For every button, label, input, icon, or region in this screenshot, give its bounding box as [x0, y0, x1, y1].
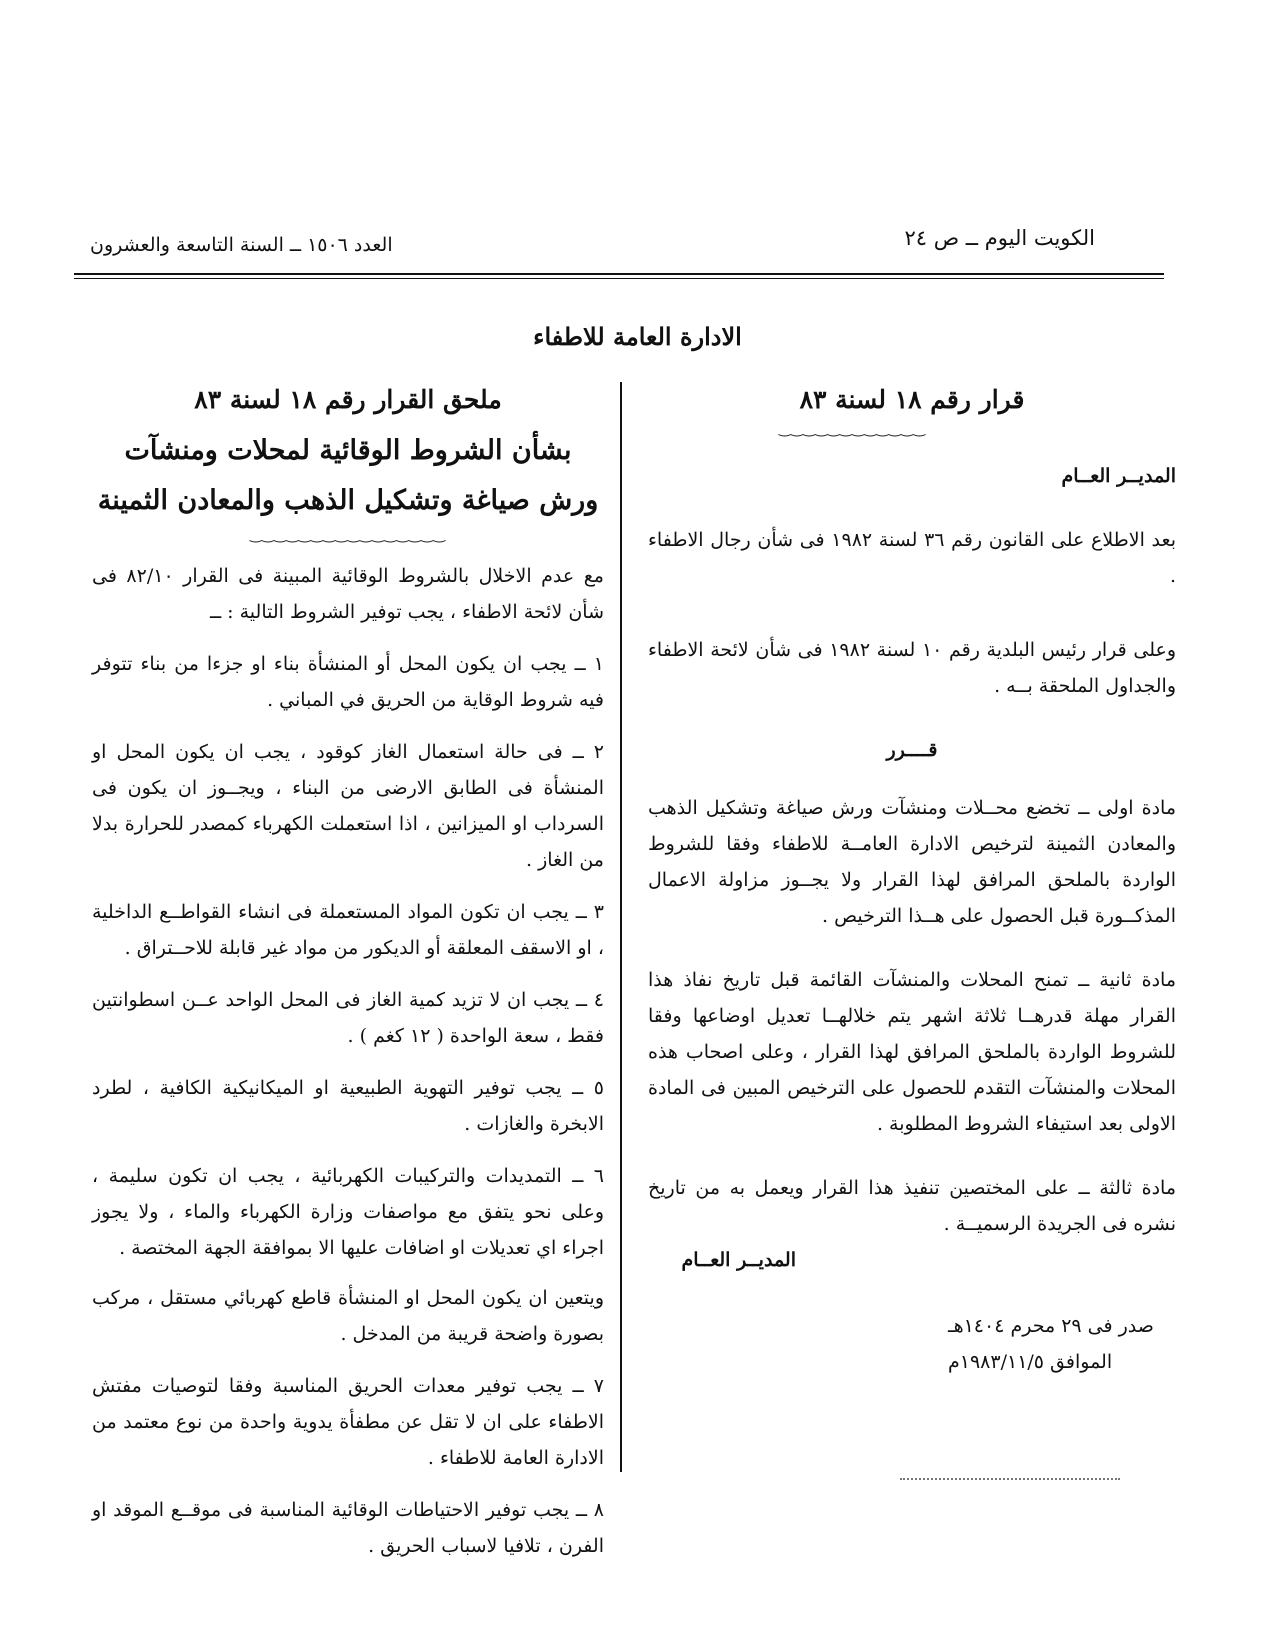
column-divider [620, 382, 622, 1472]
article-2: مادة ثانية ــ تمنح المحلات والمنشآت القائمة قبل تاريخ نفاذ هذا القرار مهلة قدرهــا ثلاثة اشهر يتم خلالهــا تعديل اوضاعها وفقا للشروط الواردة بالملحق المرافق لهذا القرار ، وعلى اصحاب هذه المحلات والمنشآت التقدم للحصول على الترخيص المبين فى المادة الاولى بعد استيفاء الشروط المطلوبة . [648, 969, 1176, 1135]
annex-item-1: ١ ــ يجب ان يكون المحل أو المنشأة بناء او جزءا من بناء تتوفر فيه شروط الوقاية من الحريق في المباني . [92, 653, 604, 711]
annex-subtitle: بشأن الشروط الوقائية لمحلات ومنشآت ورش صياغة وتشكيل الذهب والمعادن الثمينة [97, 435, 599, 516]
date-gregorian: الموافق ١٩٨٣/١١/٥م [948, 1351, 1113, 1373]
annex-column [92, 380, 604, 1564]
subtitle-ornament: ‿‿‿‿‿‿‿‿‿‿‿‿‿‿‿‿ [249, 527, 447, 543]
preamble-1: بعد الاطلاع على القانون رقم ٣٦ لسنة ١٩٨٢ فى شأن رجال الاطفاء . [648, 529, 1176, 587]
running-header-issue: العدد ١٥٠٦ ــ السنة التاسعة والعشرون [90, 234, 393, 256]
annex-item-3: ٣ ــ يجب ان تكون المواد المستعملة فى انشاء القواطــع الداخلية ، او الاسقف المعلقة أو الديكور من مواد غير قابلة للاحــتراق . [92, 901, 604, 959]
running-header-page: الكويت اليوم ــ ص ٢٤ [904, 226, 1095, 250]
resolved-heading: قــــرر [886, 739, 938, 761]
annex-item-8: ٨ ــ يجب توفير الاحتياطات الوقائية المناسبة فى موقــع الموقد او الفرن ، تلافيا لاسباب الحريق . [92, 1499, 604, 1557]
article-3: مادة ثالثة ــ على المختصين تنفيذ هذا القرار ويعمل به من تاريخ نشره فى الجريدة الرسميــة . [648, 1177, 1176, 1235]
article-1: مادة اولى ــ تخضع محــلات ومنشآت ورش صياغة وتشكيل الذهب والمعادن الثمينة لترخيص الادارة العامــة للاطفاء وفقا للشروط الواردة بالملحق المرافق لهذا القرار ولا يجــوز مزاولة الاعمال المذكــورة قبل الحصول على هــذا الترخيص . [648, 797, 1176, 927]
annex-item-5: ٥ ــ يجب توفير التهوية الطبيعية او الميكانيكية الكافية ، لطرد الابخرة والغازات . [92, 1077, 604, 1135]
title-ornament: ‿‿‿‿‿‿‿‿‿‿‿‿ [778, 421, 926, 437]
header-rule [74, 273, 1164, 275]
annex-item-2: ٢ ــ فى حالة استعمال الغاز كوقود ، يجب ان يكون المحل او المنشأة فى الطابق الارضى من البناء ، ويجــوز ان يكون فى السرداب او الميزانين ، اذا استعملت الكهرباء كمصدر للحرارة بدلا من الغاز . [92, 741, 604, 871]
scan-artifact [900, 1478, 1120, 1490]
decision-title: قرار رقم ١٨ لسنة ٨٣ [799, 385, 1025, 414]
date-hijri: صدر فى ٢٩ محرم ١٤٠٤هـ [948, 1315, 1154, 1337]
department-title: الادارة العامة للاطفاء [533, 322, 742, 351]
annex-title: ملحق القرار رقم ١٨ لسنة ٨٣ [194, 385, 502, 414]
preamble-2: وعلى قرار رئيس البلدية رقم ١٠ لسنة ١٩٨٢ فى شأن لائحة الاطفاء والجداول الملحقة بــه . [648, 639, 1176, 697]
header-rule-thin [74, 278, 1164, 279]
director-signature: المديــر العــام [681, 1249, 796, 1271]
annex-intro: مع عدم الاخلال بالشروط الوقائية المبينة فى القرار ٨٢/١٠ فى شأن لائحة الاطفاء ، يجب توفير الشروط التالية : ــ [92, 565, 604, 623]
annex-item-6-note: ويتعين ان يكون المحل او المنشأة قاطع كهربائي مستقل ، مركب بصورة واضحة قريبة من المدخل . [92, 1287, 604, 1345]
decision-column [648, 380, 1176, 1380]
annex-item-6: ٦ ــ التمديدات والتركيبات الكهربائية ، يجب ان تكون سليمة ، وعلى نحو يتفق مع مواصفات وزارة الكهرباء والماء ، ولا يجوز اجراء اي تعديلات او اضافات عليها الا بموافقة الجهة المختصة . [92, 1165, 604, 1259]
annex-item-7: ٧ ــ يجب توفير معدات الحريق المناسبة وفقا لتوصيات مفتش الاطفاء على ان لا تقل عن مطفأة يدوية واحدة من نوع معتمد من الادارة العامة للاطفاء . [92, 1375, 604, 1469]
annex-item-4: ٤ ــ يجب ان لا تزيد كمية الغاز فى المحل الواحد عــن اسطوانتين فقط ، سعة الواحدة ( ١٢ كغم ) . [92, 989, 604, 1047]
director-heading: المديــر العــام [1061, 465, 1176, 487]
